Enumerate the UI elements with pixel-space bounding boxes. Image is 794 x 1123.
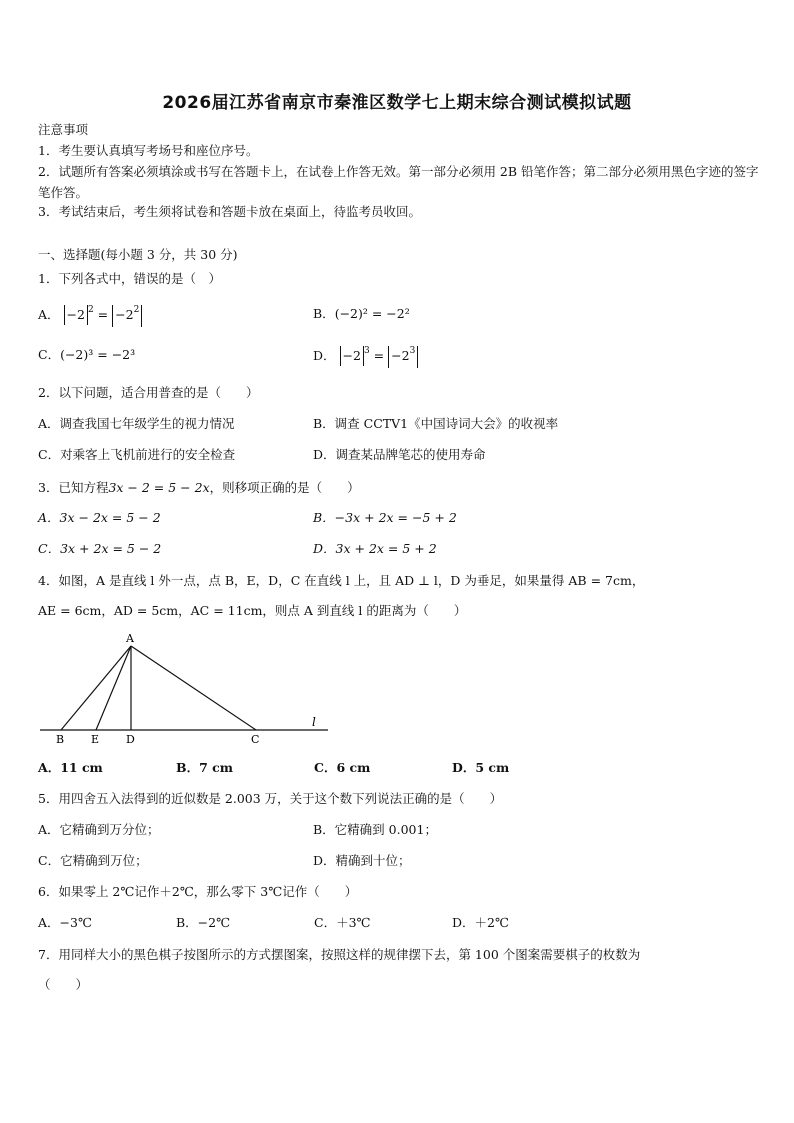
q1-d-left: −2 xyxy=(340,346,364,366)
label-e: E xyxy=(91,733,100,746)
q7-stem-line1: 7．用同样大小的黑色棋子按图所示的方式摆图案，按照这样的规律摆下去，第 100 个图案需要棋子的枚数为 xyxy=(38,947,641,962)
q7-stem-line2: （ ） xyxy=(38,977,89,992)
q6-option-a[interactable]: A．−3℃ xyxy=(38,915,92,930)
section-heading: 一、选择题(每小题 3 分，共 30 分) xyxy=(38,247,238,262)
q1-option-a[interactable]: A． −2 $^2 = -2^2$ xyxy=(38,305,142,327)
q1-option-b[interactable]: B．(−2)² = −2² xyxy=(313,306,410,321)
q2-option-a[interactable]: A．调查我国七年级学生的视力情况 xyxy=(38,416,235,431)
q4-option-b[interactable]: B．7 cm xyxy=(176,760,233,775)
label-a: A xyxy=(126,632,134,645)
q2-option-d[interactable]: D．调查某品牌笔芯的使用寿命 xyxy=(313,447,486,462)
q4-option-a[interactable]: A．11 cm xyxy=(38,760,103,775)
q5-option-b[interactable]: B．它精确到 0.001； xyxy=(313,822,437,837)
q4-figure xyxy=(30,630,340,750)
q6-stem: 6．如果零上 2℃记作＋2℃，那么零下 3℃记作（ ） xyxy=(38,884,358,899)
q1-d-right: $-2^3$ xyxy=(388,346,418,368)
label-b: B xyxy=(56,733,65,746)
q6-option-b[interactable]: B．−2℃ xyxy=(176,915,231,930)
q2-option-c[interactable]: C．对乘客上飞机前进行的安全检查 xyxy=(38,447,236,462)
notice-item-2: 2．试题所有答案必须填涂或书写在答题卡上，在试卷上作答无效。第一部分必须用 2B 铅笔作答；第二部分必须用黑色字迹的签字笔作答。 xyxy=(38,164,759,200)
q1-stem: 1．下列各式中，错误的是（ ） xyxy=(38,271,221,286)
q4-option-d[interactable]: D．5 cm xyxy=(452,760,510,775)
q1-option-d[interactable]: D． −2 $^3 = -2^3$ xyxy=(313,346,418,368)
label-c: C xyxy=(251,733,260,746)
notice-item-1: 1．考生要认真填写考场号和座位序号。 xyxy=(38,143,259,158)
q4-stem-line2: AE = 6cm，AD = 5cm，AC = 11cm，则点 A 到直线 l 的距离为（ ） xyxy=(38,603,467,618)
q5-option-d[interactable]: D．精确到十位； xyxy=(313,853,411,868)
q4-option-c[interactable]: C．6 cm xyxy=(314,760,371,775)
label-d: D xyxy=(126,733,135,746)
q5-option-a[interactable]: A．它精确到万分位； xyxy=(38,822,160,837)
label-l: l xyxy=(312,715,316,729)
q1-a-left: −2 xyxy=(64,305,88,325)
q5-option-c[interactable]: C．它精确到万位； xyxy=(38,853,148,868)
segment-ac xyxy=(131,646,256,730)
notice-item-3: 3．考试结束后，考生须将试卷和答题卡放在桌面上，待监考员收回。 xyxy=(38,204,421,219)
page-title: 2026届江苏省南京市秦淮区数学七上期末综合测试模拟试题 xyxy=(162,93,632,113)
segment-ae xyxy=(96,646,131,730)
q1-option-c[interactable]: C．(−2)³ = −2³ xyxy=(38,347,136,362)
q1-a-right: $-2^2$ xyxy=(112,305,142,327)
q5-stem: 5．用四舍五入法得到的近似数是 2.003 万，关于这个数下列说法正确的是（ ） xyxy=(38,791,503,806)
notice-heading: 注意事项 xyxy=(38,122,89,137)
q2-option-b[interactable]: B．调查 CCTV1《中国诗词大会》的收视率 xyxy=(313,416,559,431)
q6-option-d[interactable]: D．＋2℃ xyxy=(452,915,509,930)
q3-option-c[interactable]: C．3x + 2x = 5 − 2 xyxy=(38,541,162,556)
q3-option-a[interactable]: A．3x − 2x = 5 − 2 xyxy=(38,510,161,525)
q3-equation: 3x − 2 = 5 − 2x xyxy=(108,480,210,495)
q4-stem-line1: 4．如图，A 是直线 l 外一点，点 B，E，D，C 在直线 l 上，且 AD ⊥ l，D 为垂足，如果量得 AB = 7cm， xyxy=(38,573,645,588)
q3-option-b[interactable]: B．−3x + 2x = −5 + 2 xyxy=(313,510,457,525)
q2-stem: 2．以下问题，适合用普查的是（ ） xyxy=(38,385,259,400)
q3-stem: 3．已知方程3x − 2 = 5 − 2x，则移项正确的是（ ） xyxy=(38,480,360,495)
segment-ab xyxy=(61,646,131,730)
q3-option-d[interactable]: D．3x + 2x = 5 + 2 xyxy=(313,541,437,556)
q6-option-c[interactable]: C．＋3℃ xyxy=(314,915,371,930)
